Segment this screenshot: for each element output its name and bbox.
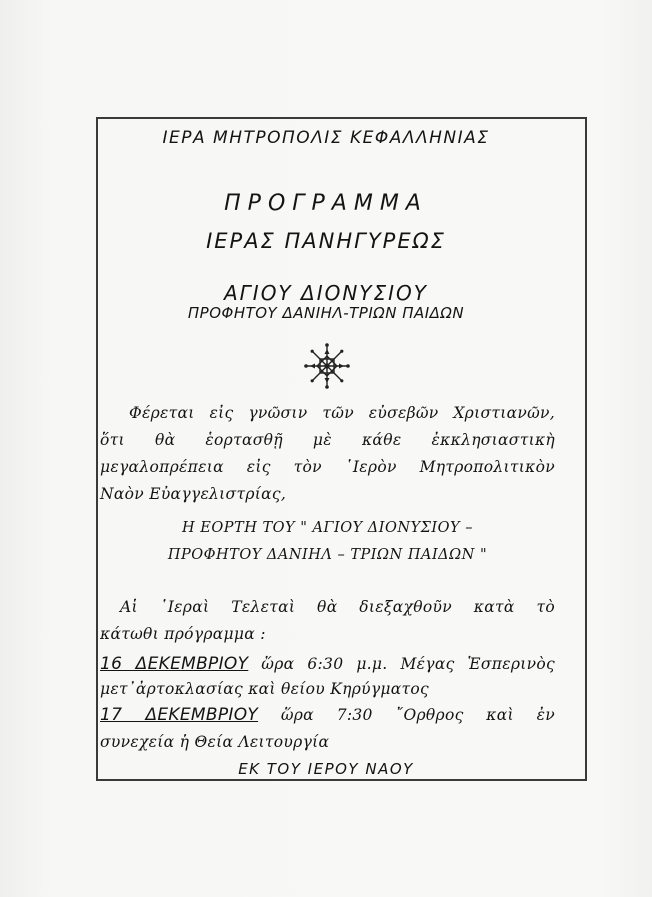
festival-subtitle: ΙΕΡΑΣ ΠΑΝΗΓΥΡΕΩΣ <box>206 229 446 253</box>
paragraph2-line2: κάτωθι πρόγραμμα : <box>100 625 266 643</box>
program-title: ΠΡΟΓΡΑΜΜΑ <box>224 191 428 216</box>
footer-signature: ΕΚ ΤΟΥ ΙΕΡΟΥ ΝΑΟΥ <box>238 760 414 778</box>
paragraph1-line3: μεγαλοπρέπεια εἰς τὸν ῾Ιερὸν Μητροπολιτικὸν <box>100 458 555 476</box>
schedule-item-2 <box>100 705 555 725</box>
schedule-time-2: ὥρα 7:30 ῎Ορθρος καὶ ἐν <box>280 706 555 724</box>
schedule-item-2-line2: συνεχεία ἡ Θεία Λειτουργία <box>100 733 330 751</box>
star-ornament-icon <box>303 342 351 390</box>
metropolis-header: ΙΕΡΑ ΜΗΤΡΟΠΟΛΙΣ ΚΕΦΑΛΛΗΝΙΑΣ <box>162 128 490 148</box>
schedule-date-2: 17 ΔΕΚΕΜΒΡΙΟΥ <box>100 705 259 725</box>
feast-line2: ΠΡΟΦΗΤΟΥ ΔΑΝΙΗΛ – ΤΡΙΩΝ ΠΑΙΔΩΝ " <box>167 547 488 563</box>
paragraph1-line4: Ναὸν Εὐαγγελιστρίας, <box>100 485 287 503</box>
schedule-time-1: ὥρα 6:30 μ.μ. Μέγας Ἑσπερινὸς <box>261 655 555 673</box>
paragraph2-line1: Αἱ ῾Ιεραὶ Τελεταὶ θὰ διεξαχθοῦν κατὰ τὸ <box>120 598 555 616</box>
schedule-item-1-line2: μετ᾽ἀρτοκλασίας καὶ θείου Κηρύγματος <box>100 680 430 698</box>
feast-line1: Η ΕΟΡΤΗ ΤΟΥ " ΑΓΙΟΥ ΔΙΟΝΥΣΙΟΥ – <box>182 520 473 536</box>
schedule-date-1: 16 ΔΕΚΕΜΒΡΙΟΥ <box>100 654 249 674</box>
saint-subtitle: ΠΡΟΦΗΤΟΥ ΔΑΝΙΗΛ-ΤΡΙΩΝ ΠΑΙΔΩΝ <box>187 304 465 322</box>
saint-name: ΑΓΙΟΥ ΔΙΟΝΥΣΙΟΥ <box>223 281 429 305</box>
paragraph1-line2: ὅτι θὰ ἑορτασθῇ μὲ κάθε ἐκκλησιαστικὴ <box>100 431 555 449</box>
paragraph1-line1: Φέρεται εἰς γνῶσιν τῶν εὐσεβῶν Χριστιανῶν, <box>129 404 555 422</box>
schedule-item-1 <box>100 654 555 674</box>
